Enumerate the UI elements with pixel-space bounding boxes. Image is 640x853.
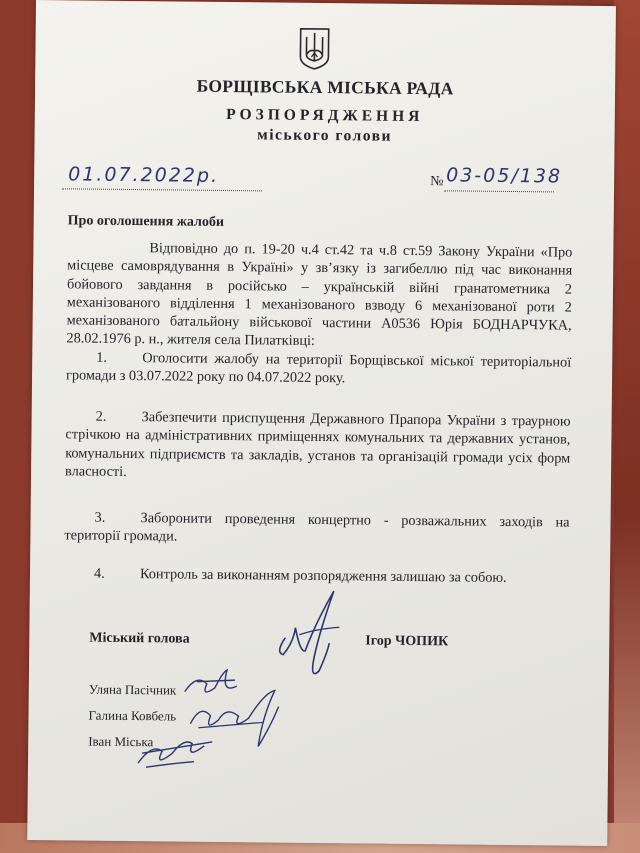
mayor-signature bbox=[255, 582, 366, 683]
item-number: 1. bbox=[96, 349, 108, 366]
item-text: Заборонити проведення концертно - розважальних заходів на території громади. bbox=[64, 510, 570, 545]
endorser-name: Іван Міська bbox=[88, 733, 154, 750]
endorser-name: Уляна Пасічник bbox=[88, 681, 177, 698]
endorser-signature bbox=[132, 723, 223, 774]
background-fabric-right bbox=[614, 0, 640, 853]
date-underline bbox=[62, 188, 262, 191]
item-text: Забезпечити приспущення Державного Прапора України з траурною стрічкою на адміністративних приміщеннях комунальних та державних установ, комунальних підприємств та закладів, установ та організацій громади усіх форм власності. bbox=[64, 409, 571, 480]
document-type: РОЗПОРЯДЖЕННЯ bbox=[226, 105, 424, 126]
intro-paragraph bbox=[66, 238, 572, 353]
document-subtype: міського голови bbox=[257, 126, 393, 145]
number-underline bbox=[444, 190, 554, 192]
list-item bbox=[65, 407, 571, 485]
item-number: 4. bbox=[93, 565, 105, 582]
intro-text: Відповідно до п. 19-20 ч.4 ст.42 та ч.8 ст.59 Закону України «Про місцеве самоврядування в Україні» у зв’язку із загибеллю під час виконання бойового завдання в російсько – українській війні гранатометника 2 механізованого відділення 1 механізованого взводу 6 механізованої роти 2 механізованого батальйону військової частини А0536 Юрія БОДНАРЧУКА, 28.02.1976 р. н., жителя села Пилатківці: bbox=[66, 240, 573, 350]
trident-emblem-icon bbox=[297, 27, 331, 71]
endorser-name: Галина Ковбель bbox=[88, 707, 177, 724]
list-item bbox=[64, 508, 569, 550]
item-text: Контроль за виконанням розпорядження залишаю за собою. bbox=[139, 566, 507, 586]
council-title: БОРЩІВСЬКА МІСЬКА РАДА bbox=[196, 75, 454, 99]
signatory-name: Ігор ЧОПИК bbox=[365, 633, 449, 650]
item-text: Оголосити жалобу на території Борщівської міської територіальної громади з 03.07.2022 року по 04.07.2022 року. bbox=[65, 350, 572, 387]
document-number: 03-05/138 bbox=[446, 164, 563, 188]
signatory-title: Міський голова bbox=[89, 630, 190, 647]
document-sheet bbox=[27, 0, 616, 846]
document-date: 01.07.2022р. bbox=[68, 163, 220, 187]
item-number: 2. bbox=[95, 408, 107, 425]
list-item bbox=[66, 348, 571, 390]
document-subject: Про оголошення жалоби bbox=[67, 213, 225, 230]
item-number: 3. bbox=[94, 509, 106, 526]
number-prefix: № bbox=[430, 174, 444, 190]
